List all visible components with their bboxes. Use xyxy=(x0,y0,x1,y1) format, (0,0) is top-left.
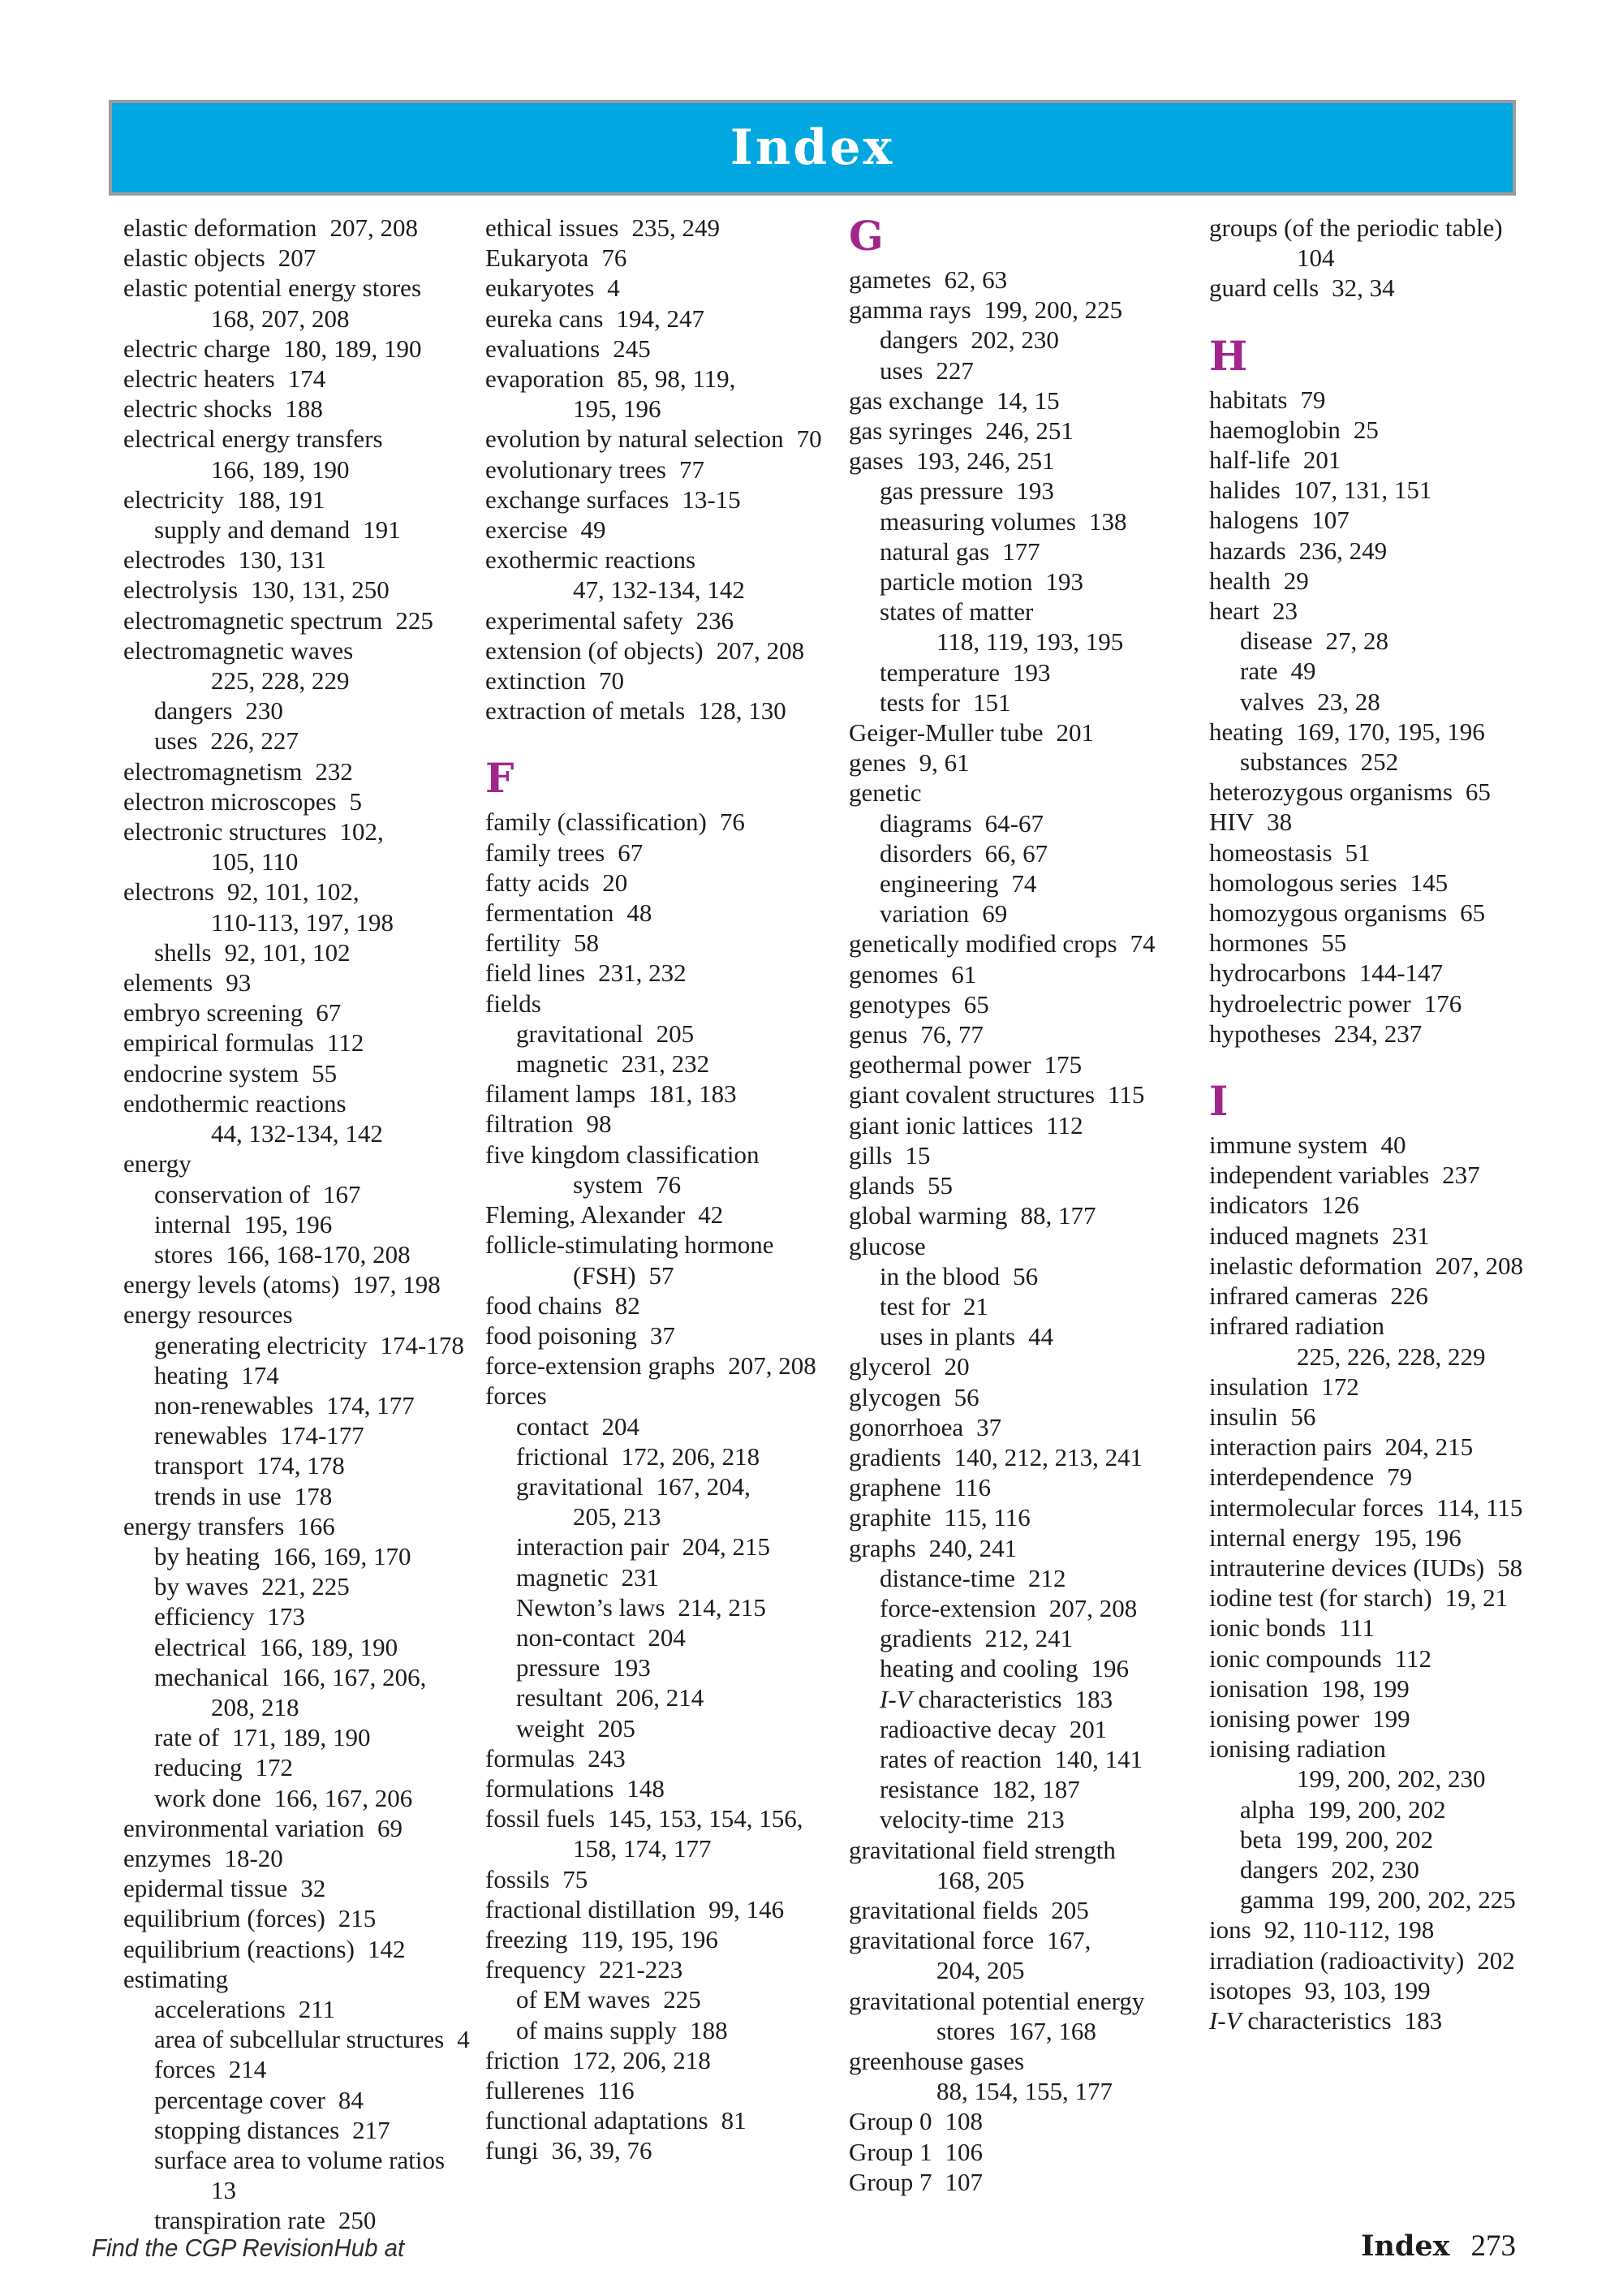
index-entry: 168, 207, 208 xyxy=(211,304,350,333)
index-entry: uses 226, 227 xyxy=(154,726,299,756)
index-entry: force-extension graphs 207, 208 xyxy=(485,1351,816,1381)
index-entry: 104 xyxy=(1297,243,1335,273)
index-entry: empirical formulas 112 xyxy=(123,1028,364,1058)
index-entry: greenhouse gases xyxy=(849,2046,1025,2075)
index-entry: work done 166, 167, 206 xyxy=(154,1783,413,1812)
index-entry: electricity 188, 191 xyxy=(123,485,325,514)
index-entry: gravitational 167, 204, xyxy=(516,1471,751,1501)
index-entry: hydrocarbons 144-147 xyxy=(1209,958,1444,988)
index-entry: evaporation 85, 98, 119, xyxy=(485,364,736,394)
index-entry: stores 167, 168 xyxy=(936,2016,1096,2045)
index-entry: enzymes 18-20 xyxy=(123,1843,283,1872)
index-entry: ionising radiation xyxy=(1209,1734,1386,1764)
index-entry: glycerol 20 xyxy=(849,1352,970,1381)
index-entry: habitats 79 xyxy=(1209,385,1326,414)
index-entry: graphite 115, 116 xyxy=(849,1503,1031,1532)
index-entry: 158, 174, 177 xyxy=(573,1834,712,1863)
index-entry: immune system 40 xyxy=(1209,1131,1406,1160)
index-entry: electrolysis 130, 131, 250 xyxy=(123,575,390,605)
index-entry: equilibrium (forces) 215 xyxy=(123,1904,377,1933)
index-entry: surface area to volume ratios xyxy=(154,2146,446,2174)
index-entry: ethical issues 235, 249 xyxy=(485,213,720,242)
index-entry: particle motion 193 xyxy=(880,567,1084,597)
index-entry: I-V characteristics 183 xyxy=(1209,2005,1443,2035)
index-entry: fossil fuels 145, 153, 154, 156, xyxy=(485,1804,803,1833)
index-entry: evolutionary trees 77 xyxy=(485,454,704,484)
index-entry: five kingdom classification xyxy=(485,1139,760,1169)
index-entry: accelerations 211 xyxy=(154,1994,336,2023)
index-entry: equilibrium (reactions) 142 xyxy=(123,1934,406,1963)
index-column-3 xyxy=(849,213,1219,2197)
index-entry: magnetic 231, 232 xyxy=(516,1049,710,1079)
index-entry: eukaryotes 4 xyxy=(485,274,620,303)
index-entry: Group 7 107 xyxy=(849,2167,983,2196)
index-entry: substances 252 xyxy=(1240,747,1399,777)
index-entry: in the blood 56 xyxy=(880,1261,1039,1290)
index-entry: graphene 116 xyxy=(849,1473,991,1502)
index-column-2 xyxy=(485,213,855,2166)
index-entry: gas exchange 14, 15 xyxy=(849,386,1060,415)
index-entry: exothermic reactions xyxy=(485,545,696,575)
index-entry: diagrams 64-67 xyxy=(880,808,1044,838)
index-entry: intermolecular forces 114, 115 xyxy=(1209,1493,1523,1522)
index-entry: measuring volumes 138 xyxy=(880,506,1127,536)
index-entry: epidermal tissue 32 xyxy=(123,1874,326,1903)
index-entry: internal energy 195, 196 xyxy=(1209,1523,1462,1552)
index-entry: electrical energy transfers xyxy=(123,424,383,454)
index-entry: elastic potential energy stores xyxy=(123,274,422,303)
index-entry: forces 214 xyxy=(154,2055,267,2084)
index-entry: fullerenes 116 xyxy=(485,2075,635,2104)
index-entry: electrodes 130, 131 xyxy=(123,545,327,575)
index-entry: interaction pairs 204, 215 xyxy=(1209,1432,1474,1462)
index-entry: radioactive decay 201 xyxy=(880,1714,1108,1743)
index-entry: fields xyxy=(485,989,541,1018)
index-entry: family trees 67 xyxy=(485,838,644,867)
index-entry: fractional distillation 99, 146 xyxy=(485,1894,785,1923)
index-entry: 199, 200, 202, 230 xyxy=(1297,1764,1486,1794)
index-entry: by heating 166, 169, 170 xyxy=(154,1541,411,1570)
index-entry: velocity-time 213 xyxy=(880,1805,1065,1834)
index-entry: magnetic 231 xyxy=(516,1562,660,1592)
index-entry: Geiger-Muller tube 201 xyxy=(849,718,1095,747)
index-entry: family (classification) 76 xyxy=(485,808,745,837)
index-entry: rate of 171, 189, 190 xyxy=(154,1723,371,1752)
index-entry: genus 76, 77 xyxy=(849,1020,984,1049)
index-entry: homeostasis 51 xyxy=(1209,838,1371,867)
index-entry: gas syringes 246, 251 xyxy=(849,416,1074,446)
index-entry: electromagnetism 232 xyxy=(123,756,353,786)
index-entry: health 29 xyxy=(1209,566,1309,595)
index-entry: graphs 240, 241 xyxy=(849,1533,1018,1562)
index-entry: Fleming, Alexander 42 xyxy=(485,1200,724,1230)
index-entry: HIV 38 xyxy=(1209,808,1293,837)
index-entry: field lines 231, 232 xyxy=(485,958,687,988)
index-entry: estimating xyxy=(123,1964,229,1993)
index-entry: electric shocks 188 xyxy=(123,394,323,424)
index-entry: electrical 166, 189, 190 xyxy=(154,1632,398,1661)
index-entry: global warming 88, 177 xyxy=(849,1201,1096,1230)
index-entry: disease 27, 28 xyxy=(1240,627,1389,656)
index-entry: fertility 58 xyxy=(485,928,599,958)
index-entry: electronic structures 102, xyxy=(123,817,384,846)
index-entry: extension (of objects) 207, 208 xyxy=(485,635,805,665)
index-entry: resultant 206, 214 xyxy=(516,1683,704,1712)
index-entry: resistance 182, 187 xyxy=(880,1775,1080,1804)
index-entry: heating 169, 170, 195, 196 xyxy=(1209,717,1485,746)
index-entry: alpha 199, 200, 202 xyxy=(1240,1794,1446,1824)
index-entry: 195, 196 xyxy=(573,394,661,424)
index-entry: engineering 74 xyxy=(880,869,1037,898)
index-entry: functional adaptations 81 xyxy=(485,2106,747,2135)
index-entry: uses in plants 44 xyxy=(880,1322,1054,1351)
index-entry: gravitational fields 205 xyxy=(849,1895,1089,1924)
index-entry: 118, 119, 193, 195 xyxy=(936,627,1124,657)
index-entry: hydroelectric power 176 xyxy=(1209,989,1462,1018)
index-entry: filtration 98 xyxy=(485,1109,612,1139)
index-entry: 44, 132-134, 142 xyxy=(211,1119,383,1148)
index-entry: energy transfers 166 xyxy=(123,1511,335,1540)
index-entry: conservation of 167 xyxy=(154,1179,361,1208)
index-entry: ionising power 199 xyxy=(1209,1704,1410,1733)
index-entry: fermentation 48 xyxy=(485,898,652,928)
index-column-4 xyxy=(1209,213,1579,2035)
index-entry: insulation 172 xyxy=(1209,1372,1359,1401)
index-entry: evolution by natural selection 70 xyxy=(485,424,822,454)
index-entry: food chains 82 xyxy=(485,1290,640,1320)
index-entry: forces xyxy=(485,1381,547,1411)
index-entry: transpiration rate 250 xyxy=(154,2206,377,2235)
index-entry: frequency 221-223 xyxy=(485,1955,683,1984)
index-entry: glands 55 xyxy=(849,1171,953,1200)
index-entry: groups (of the periodic table) xyxy=(1209,213,1503,242)
index-entry: pressure 193 xyxy=(516,1653,651,1682)
index-entry: efficiency 173 xyxy=(154,1602,305,1631)
index-entry: environmental variation 69 xyxy=(123,1813,403,1842)
section-letter-F: F xyxy=(485,754,514,803)
index-entry: fossils 75 xyxy=(485,1864,588,1893)
index-entry: percentage cover 84 xyxy=(154,2085,364,2114)
index-entry: glycogen 56 xyxy=(849,1382,979,1411)
index-entry: genomes 61 xyxy=(849,959,977,989)
index-entry: genetic xyxy=(849,778,922,808)
index-entry: valves 23, 28 xyxy=(1240,687,1380,716)
index-entry: ionic compounds 112 xyxy=(1209,1643,1432,1673)
index-column-1 xyxy=(123,213,493,2236)
index-entry: giant ionic lattices 112 xyxy=(849,1110,1083,1139)
index-entry: of EM waves 225 xyxy=(516,1985,701,2014)
index-entry: non-renewables 174, 177 xyxy=(154,1390,415,1419)
index-entry: elements 93 xyxy=(123,968,252,997)
index-entry: gamma rays 199, 200, 225 xyxy=(849,295,1123,325)
index-entry: Eukaryota 76 xyxy=(485,243,627,273)
index-entry: of mains supply 188 xyxy=(516,2015,728,2044)
index-entry: induced magnets 231 xyxy=(1209,1221,1430,1250)
index-entry: heart 23 xyxy=(1209,597,1298,626)
index-entry: isotopes 93, 103, 199 xyxy=(1209,1975,1431,2005)
index-entry: fungi 36, 39, 76 xyxy=(485,2136,652,2165)
index-entry: friction 172, 206, 218 xyxy=(485,2045,711,2074)
index-entry: gravitational field strength xyxy=(849,1835,1116,1864)
index-entry: giant covalent structures 115 xyxy=(849,1080,1145,1109)
index-entry: uses 227 xyxy=(880,355,974,385)
index-entry: temperature 193 xyxy=(880,657,1051,687)
index-entry: food poisoning 37 xyxy=(485,1320,675,1350)
index-entry: dangers 202, 230 xyxy=(880,325,1059,355)
index-entry: supply and demand 191 xyxy=(154,515,401,545)
index-entry: area of subcellular structures 4 xyxy=(154,2025,470,2054)
index-entry: states of matter xyxy=(880,597,1034,627)
index-entry: weight 205 xyxy=(516,1713,635,1742)
index-entry: infrared radiation xyxy=(1209,1312,1385,1341)
index-entry: halogens 107 xyxy=(1209,506,1350,535)
index-entry: genotypes 65 xyxy=(849,989,989,1019)
index-entry: electrons 92, 101, 102, xyxy=(123,877,359,907)
index-entry: glucose xyxy=(849,1231,926,1260)
index-entry: electron microscopes 5 xyxy=(123,786,363,816)
index-entry: intrauterine devices (IUDs) 58 xyxy=(1209,1553,1523,1582)
index-entry: endothermic reactions xyxy=(123,1088,347,1118)
footer-section-label: Index xyxy=(1361,2229,1450,2263)
section-letter-I: I xyxy=(1209,1077,1229,1126)
index-entry: irradiation (radioactivity) 202 xyxy=(1209,1945,1515,1975)
index-entry: heterozygous organisms 65 xyxy=(1209,778,1491,807)
index-entry: insulin 56 xyxy=(1209,1402,1316,1431)
index-entry: ionisation 198, 199 xyxy=(1209,1674,1410,1703)
index-entry: extinction 70 xyxy=(485,666,624,696)
index-entry: gravitational potential energy xyxy=(849,1986,1145,2015)
index-entry: electric charge 180, 189, 190 xyxy=(123,334,422,363)
index-entry: 208, 218 xyxy=(211,1692,299,1721)
index-entry: dangers 230 xyxy=(154,696,283,726)
index-entry: 47, 132-134, 142 xyxy=(573,575,745,605)
index-entry: heating 174 xyxy=(154,1360,279,1389)
index-entry: Newton’s laws 214, 215 xyxy=(516,1592,766,1622)
index-entry: half-life 201 xyxy=(1209,446,1341,475)
index-entry: iodine test (for starch) 19, 21 xyxy=(1209,1583,1509,1613)
index-entry: internal 195, 196 xyxy=(154,1209,333,1238)
index-entry: variation 69 xyxy=(880,899,1008,928)
index-entry: reducing 172 xyxy=(154,1753,293,1782)
index-entry: formulas 243 xyxy=(485,1743,626,1773)
index-entry: frictional 172, 206, 218 xyxy=(516,1441,760,1471)
index-entry: contact 204 xyxy=(516,1411,640,1441)
index-entry: force-extension 207, 208 xyxy=(880,1593,1138,1622)
index-entry: independent variables 237 xyxy=(1209,1161,1480,1190)
index-entry: disorders 66, 67 xyxy=(880,838,1048,868)
index-entry: haemoglobin 25 xyxy=(1209,415,1379,444)
index-entry: 204, 205 xyxy=(936,1956,1025,1985)
index-entry: homologous series 145 xyxy=(1209,868,1449,897)
index-entry: infrared cameras 226 xyxy=(1209,1282,1428,1311)
index-entry: eureka cans 194, 247 xyxy=(485,304,704,333)
index-entry: rate 49 xyxy=(1240,657,1316,686)
index-entry: gradients 212, 241 xyxy=(880,1624,1074,1653)
index-entry: interaction pair 204, 215 xyxy=(516,1532,770,1562)
index-entry: shells 92, 101, 102 xyxy=(154,937,351,967)
index-entry: tests for 151 xyxy=(880,687,1011,717)
index-entry: ions 92, 110-112, 198 xyxy=(1209,1915,1435,1945)
index-entry: transport 174, 178 xyxy=(154,1451,345,1480)
index-entry: fatty acids 20 xyxy=(485,868,628,897)
footer-page-number: 273 xyxy=(1470,2229,1516,2263)
index-entry: beta 199, 200, 202 xyxy=(1240,1824,1434,1854)
index-entry: 105, 110 xyxy=(211,847,299,877)
index-entry: non-contact 204 xyxy=(516,1622,686,1652)
index-entry: energy levels (atoms) 197, 198 xyxy=(123,1270,441,1299)
index-entry: exchange surfaces 13-15 xyxy=(485,485,741,514)
index-entry: rates of reaction 140, 141 xyxy=(880,1744,1143,1773)
index-entry: formulations 148 xyxy=(485,1773,665,1803)
index-entry: 88, 154, 155, 177 xyxy=(936,2077,1113,2106)
index-entry: halides 107, 131, 151 xyxy=(1209,476,1432,505)
index-entry: electric heaters 174 xyxy=(123,364,326,394)
index-entry: electromagnetic waves xyxy=(123,635,354,665)
index-entry: 205, 213 xyxy=(573,1502,661,1531)
index-entry: interdependence 79 xyxy=(1209,1462,1413,1492)
index-entry: elastic objects 207 xyxy=(123,243,316,273)
index-entry: mechanical 166, 167, 206, xyxy=(154,1662,427,1691)
footer-page-info xyxy=(1361,2229,1516,2264)
index-entry: evaluations 245 xyxy=(485,334,651,363)
index-entry: by waves 221, 225 xyxy=(154,1572,350,1601)
index-entry: 225, 226, 228, 229 xyxy=(1297,1342,1486,1371)
index-entry: stopping distances 217 xyxy=(154,2115,390,2144)
index-entry: generating electricity 174-178 xyxy=(154,1330,464,1359)
index-entry: natural gas 177 xyxy=(880,536,1040,566)
index-entry: heating and cooling 196 xyxy=(880,1654,1129,1683)
index-entry: hypotheses 234, 237 xyxy=(1209,1019,1423,1048)
index-entry: Group 1 106 xyxy=(849,2137,983,2166)
index-entry: gas pressure 193 xyxy=(880,476,1054,506)
index-entry: (FSH) 57 xyxy=(573,1260,674,1290)
index-entry: endocrine system 55 xyxy=(123,1058,338,1088)
index-header-bar xyxy=(109,100,1516,196)
index-entry: genetically modified crops 74 xyxy=(849,929,1156,958)
index-entry: gametes 62, 63 xyxy=(849,265,1008,294)
index-entry: gamma 199, 200, 202, 225 xyxy=(1240,1885,1516,1915)
footer-revisionhub-note: Find the CGP RevisionHub at xyxy=(92,2234,405,2262)
index-entry: 166, 189, 190 xyxy=(211,454,350,484)
index-entry: freezing 119, 195, 196 xyxy=(485,1924,718,1954)
index-entry: genes 9, 61 xyxy=(849,748,970,778)
index-entry: experimental safety 236 xyxy=(485,605,734,635)
index-entry: gradients 140, 212, 213, 241 xyxy=(849,1442,1143,1471)
index-entry: stores 166, 168-170, 208 xyxy=(154,1239,411,1269)
index-entry: renewables 174-177 xyxy=(154,1421,364,1450)
index-entry: filament lamps 181, 183 xyxy=(485,1079,737,1109)
index-entry: gravitational 205 xyxy=(516,1019,695,1048)
index-entry: extraction of metals 128, 130 xyxy=(485,696,786,726)
index-entry: system 76 xyxy=(573,1170,682,1199)
index-entry: guard cells 32, 34 xyxy=(1209,274,1395,303)
index-entry: test for 21 xyxy=(880,1291,988,1320)
index-entry: trends in use 178 xyxy=(154,1481,333,1510)
index-entry: energy xyxy=(123,1149,192,1178)
index-entry: homozygous organisms 65 xyxy=(1209,898,1486,928)
index-entry: electromagnetic spectrum 225 xyxy=(123,605,433,635)
index-entry: inelastic deformation 207, 208 xyxy=(1209,1251,1524,1280)
index-entry: indicators 126 xyxy=(1209,1191,1359,1220)
index-entry: energy resources xyxy=(123,1300,293,1329)
index-entry: 168, 205 xyxy=(936,1865,1025,1894)
index-entry: dangers 202, 230 xyxy=(1240,1854,1419,1884)
index-entry: follicle-stimulating hormone xyxy=(485,1230,774,1260)
index-entry: embryo screening 67 xyxy=(123,998,342,1027)
index-entry: ionic bonds 111 xyxy=(1209,1613,1375,1643)
index-entry: exercise 49 xyxy=(485,515,606,545)
index-entry: gills 15 xyxy=(849,1140,931,1170)
index-entry: geothermal power 175 xyxy=(849,1050,1083,1079)
index-entry: hormones 55 xyxy=(1209,928,1347,958)
index-entry: elastic deformation 207, 208 xyxy=(123,213,418,242)
index-entry: gravitational force 167, xyxy=(849,1926,1091,1955)
index-entry: I-V characteristics 183 xyxy=(880,1684,1113,1713)
index-entry: gonorrhoea 37 xyxy=(849,1412,1002,1441)
index-entry: 225, 228, 229 xyxy=(211,666,350,696)
index-entry: hazards 236, 249 xyxy=(1209,536,1388,565)
section-letter-H: H xyxy=(1209,331,1248,380)
index-entry: 13 xyxy=(211,2176,236,2205)
page-title: Index xyxy=(730,119,895,176)
index-entry: distance-time 212 xyxy=(880,1563,1066,1592)
index-entry: gases 193, 246, 251 xyxy=(849,446,1055,476)
section-letter-G: G xyxy=(849,212,884,260)
index-entry: 110-113, 197, 198 xyxy=(211,907,394,937)
index-entry: Group 0 108 xyxy=(849,2107,983,2136)
